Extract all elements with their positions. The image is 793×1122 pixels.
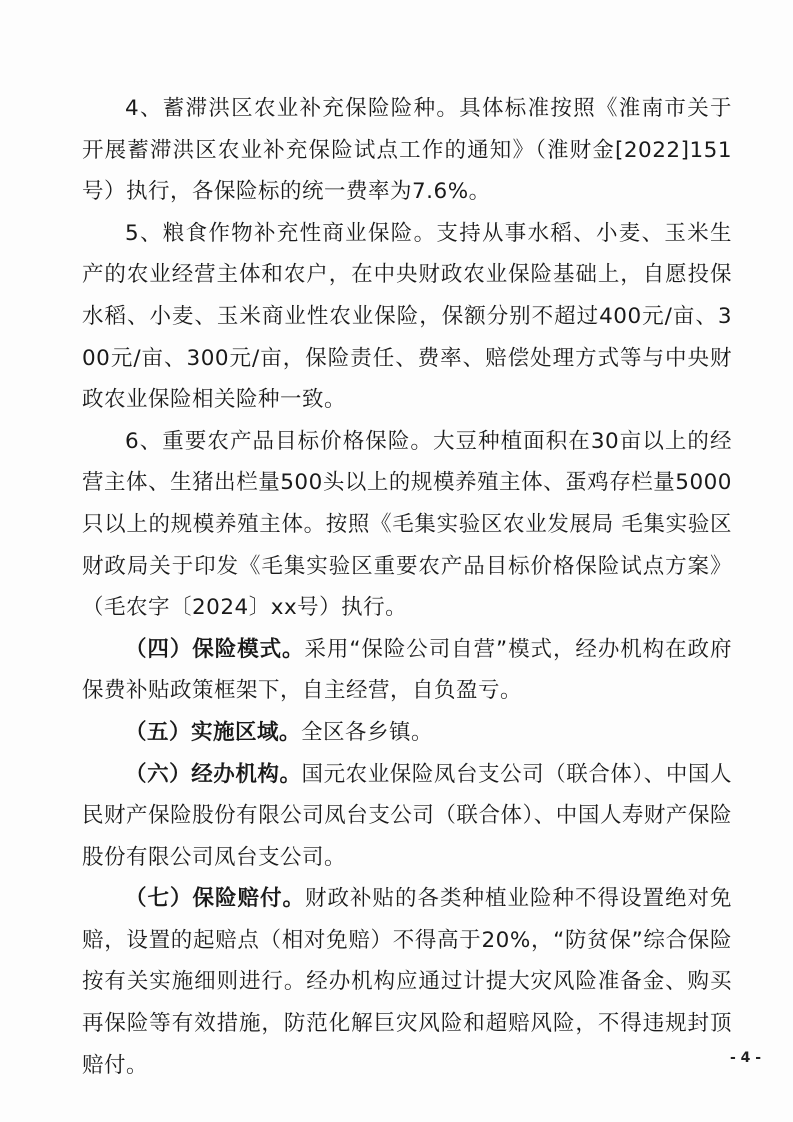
paragraph-text: 4、蓄滞洪区农业补充保险险种。具体标准按照《淮南市关于开展蓄滞洪区农业补充保险试点工作的通知》（淮财金[2022]151号）执行，各保险标的统一费率为7.6%。 [82, 96, 732, 205]
section-text: 国元农业保险凤台支公司（联合体）、中国人民财产保险股份有限公司凤台支公司（联合体）、中国人寿财产保险股份有限公司凤台支公司。 [82, 761, 732, 870]
section-heading: （五）实施区域。 [125, 719, 302, 745]
section-insurance-compensation [82, 878, 732, 1086]
section-heading: （七）保险赔付。 [125, 886, 305, 912]
section-heading: （六）经办机构。 [125, 761, 302, 787]
section-text: 全区各乡镇。 [301, 719, 434, 745]
paragraph-item-5 [82, 213, 732, 421]
section-implementation-area [82, 712, 732, 754]
paragraph-text: 5、粮食作物补充性商业保险。支持从事水稻、小麦、玉米生产的农业经营主体和农户，在中央财政农业保险基础上，自愿投保水稻、小麦、玉米商业性农业保险，保额分别不超过400元/亩、300元/亩、300元/亩，保险责任、费率、赔偿处理方式等与中央财政农业保险相关险种一致。 [82, 220, 732, 413]
page-number: - 4 - [730, 1050, 762, 1066]
paragraph-item-6 [82, 421, 732, 629]
section-heading: （四）保险模式。 [125, 636, 305, 662]
paragraph-text: 6、重要农产品目标价格保险。大豆种植面积在30亩以上的经营主体、生猪出栏量500头以上的规模养殖主体、蛋鸡存栏量5000只以上的规模养殖主体。按照《毛集实验区农业发展局 毛集实验区财政局关于印发《毛集实验区重要农产品目标价格保险试点方案》（毛农字〔2024〕xx号）执行。 [82, 428, 732, 621]
section-text: 采用“保险公司自营”模式，经办机构在政府保费补贴政策框架下，自主经营，自负盈亏。 [82, 636, 732, 704]
section-handling-agencies [82, 754, 732, 879]
section-insurance-mode [82, 629, 732, 712]
document-body [82, 88, 732, 1086]
paragraph-item-4 [82, 88, 732, 213]
section-text: 财政补贴的各类种植业险种不得设置绝对免赔，设置的起赔点（相对免赔）不得高于20%，“防贫保”综合保险按有关实施细则进行。经办机构应通过计提大灾风险准备金、购买再保险等有效措施，防范化解巨灾风险和超赔风险，不得违规封顶赔付。 [82, 886, 732, 1078]
